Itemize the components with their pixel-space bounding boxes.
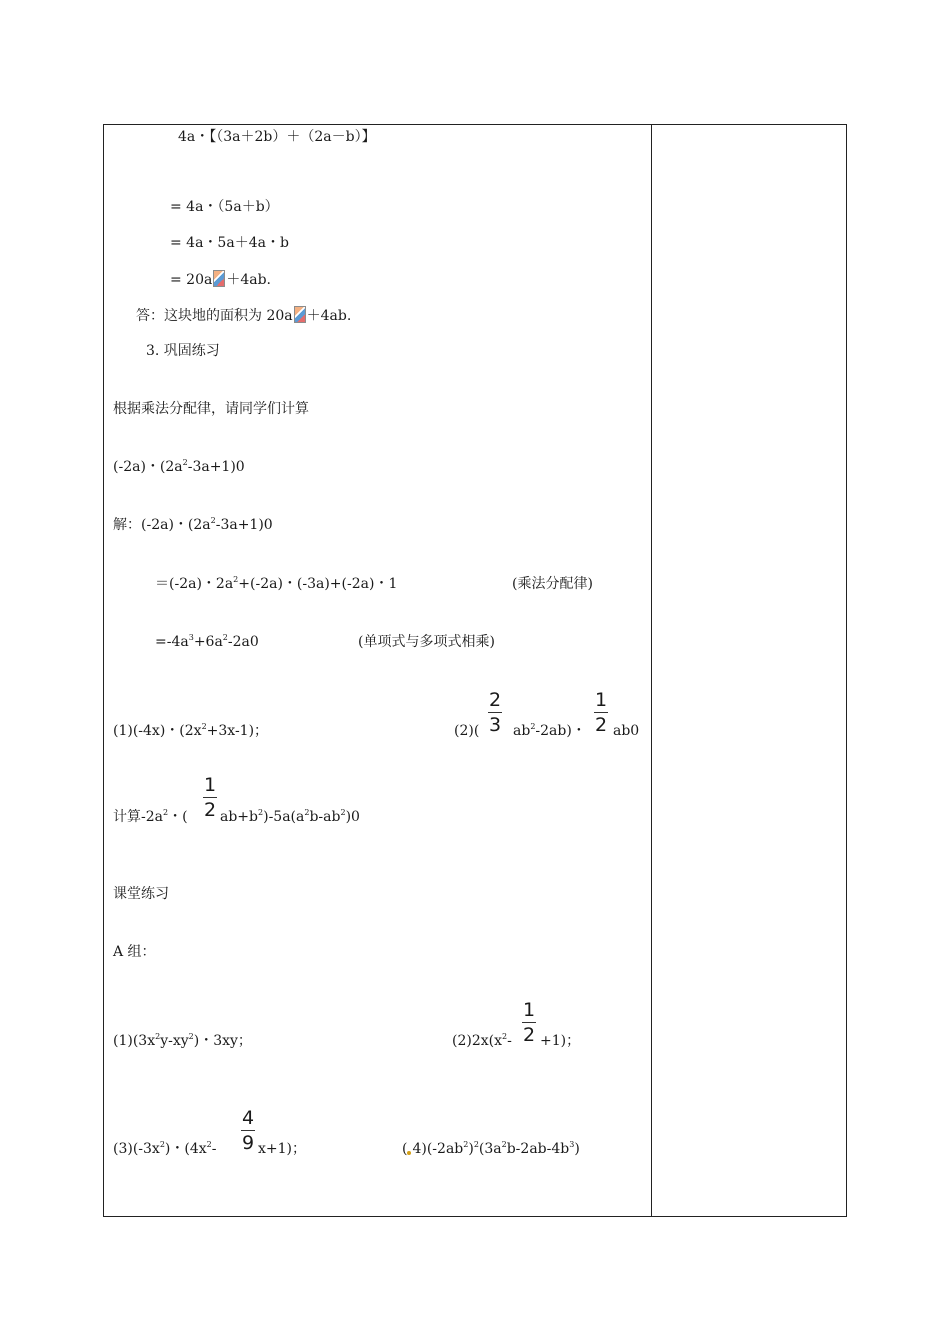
line-step-2: = 4a・5a＋4a・b: [170, 235, 289, 251]
solution-line-3: $=-4a^3+6a^2-2a0$: [155, 633, 259, 650]
fraction-bar: [241, 1130, 255, 1131]
fraction-denominator: 2: [594, 714, 608, 736]
fraction-bar: [203, 797, 217, 798]
fraction-denominator: 3: [488, 714, 502, 736]
fraction-denominator: 2: [203, 799, 217, 821]
exercise-title: 课堂练习: [113, 886, 169, 902]
fraction-numerator: 1: [522, 999, 536, 1021]
calc-head: 计算$-2a^2$・(: [113, 808, 188, 825]
exercise-2-tail: +1)；: [540, 1033, 581, 1049]
solution-line-2: ＝(-2a)・$2a^2+(-2a)$・(-3a)+(-2a)・1: [155, 575, 398, 592]
fraction-numerator: 1: [594, 689, 608, 711]
exercise-4: ( $4)(-2ab^2)^2(3a^2b-2ab-4b^3)$: [402, 1140, 580, 1157]
practice-2-tail: ab0: [613, 723, 640, 739]
answer-line: 答：这块地的面积为 20a ＋4ab.: [136, 308, 352, 324]
marker-dot-icon: [407, 1151, 411, 1155]
broken-image-icon: [213, 270, 225, 287]
fraction-numerator: 2: [488, 689, 502, 711]
line-expression: 4a・【（3a＋2b）＋（2a－b）】: [178, 129, 376, 145]
solution-line-1: 解：(-2a)・$(2a^2-3a+1)0$: [113, 516, 273, 533]
broken-image-icon: [294, 306, 306, 323]
problem-statement: (-2a)・$(2a^2-3a+1)0$: [113, 458, 245, 475]
line-step-3: = 20a ＋4ab.: [170, 272, 272, 288]
fraction-bar: [522, 1022, 536, 1023]
group-label: A 组：: [113, 944, 156, 960]
section-heading: 3. 巩固练习: [146, 343, 220, 359]
fraction-numerator: 1: [203, 774, 217, 796]
fraction-numerator: 4: [241, 1107, 255, 1129]
calc-body: $ab+b^2)-5a(a^2b-ab^2)0$: [220, 808, 360, 825]
exercise-3-head: $(3)(-3x^2)$・($4x^2-$: [113, 1140, 217, 1157]
exercise-1: $(1)(3x^2y-xy^2)$・3xy；: [113, 1032, 252, 1049]
fraction-bar: [488, 712, 502, 713]
practice-1: (1)(-4x)・$(2x^2+3x-1)$；: [113, 722, 269, 739]
exercise-2-head: $(2)2x(x^2-$: [452, 1032, 512, 1049]
fraction-denominator: 9: [241, 1132, 255, 1154]
fraction-denominator: 2: [522, 1024, 536, 1046]
fraction-bar: [594, 712, 608, 713]
exercise-3-tail: x+1)；: [258, 1141, 306, 1157]
column-divider: [651, 124, 652, 1217]
line-step-1: = 4a・（5a＋b）: [170, 199, 279, 215]
solution-note-1: (乘法分配律): [512, 576, 593, 592]
practice-2-open: (2)(: [454, 723, 480, 739]
practice-2-body: $ab^2-2ab$)・: [513, 722, 586, 739]
solution-note-2: (单项式与多项式相乘): [358, 634, 495, 650]
instruction-text: 根据乘法分配律，请同学们计算: [113, 401, 309, 417]
